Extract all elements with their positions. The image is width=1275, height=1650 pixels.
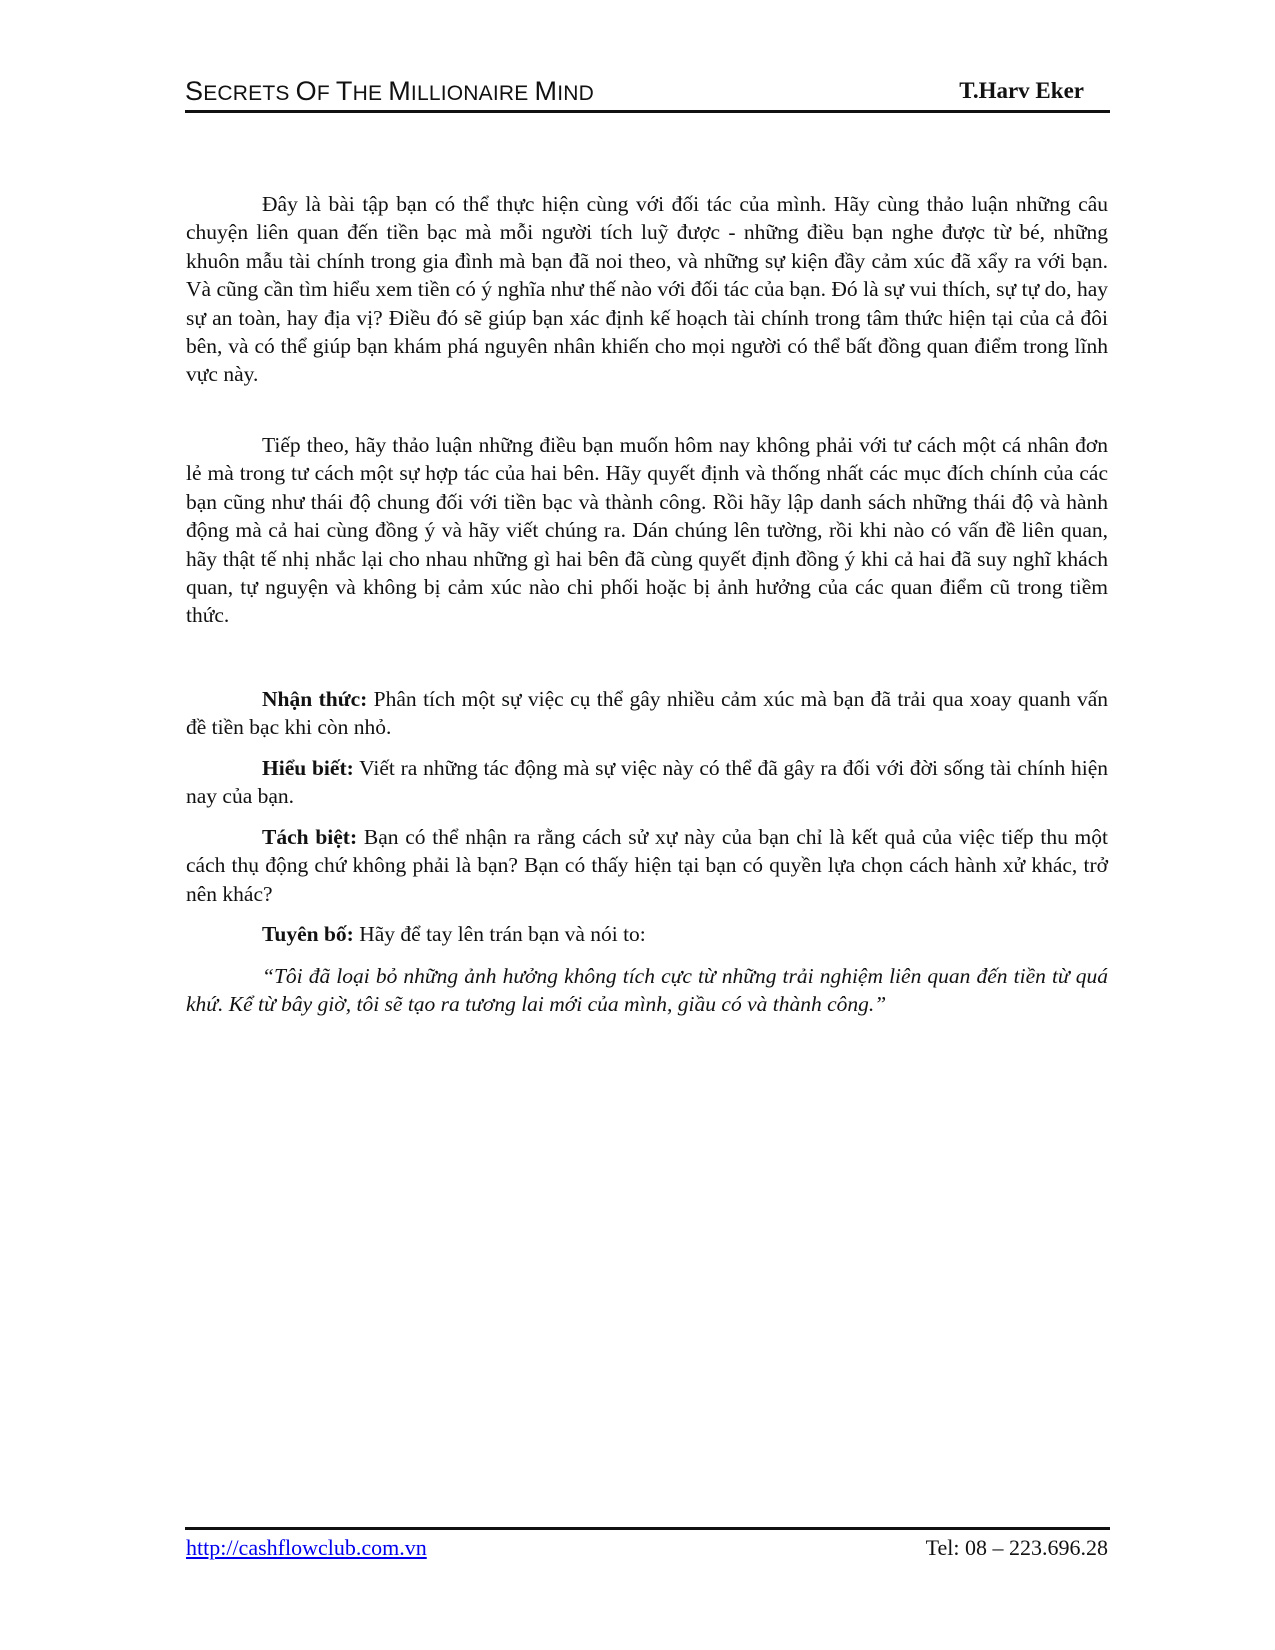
author-name: T.Harv Eker: [959, 78, 1084, 103]
disassociation-text: Bạn có thể nhận ra rằng cách sử xự này của bạn chỉ là kết quả của việc tiếp thu một cách thụ động chứ không phải là bạn? Bạn có thấy hiện tại bạn có quyền lựa chọn cách hành xử khác, trở nên khác?: [186, 825, 1108, 906]
page-header: [185, 76, 1110, 113]
website-link[interactable]: http://cashflowclub.com.vn: [186, 1535, 427, 1560]
declaration-quote: “Tôi đã loại bỏ những ảnh hưởng không tích cực từ những trải nghiệm liên quan đến tiền từ quá khứ. Kể từ bây giờ, tôi sẽ tạo ra tương lai mới của mình, giầu có và thành công.”: [186, 964, 1108, 1017]
title-cap: M: [388, 76, 411, 106]
title-cap: M: [534, 76, 558, 106]
paragraph-declaration: [186, 920, 1108, 948]
book-title: [185, 76, 594, 107]
title-rest: F: [316, 82, 336, 105]
declaration-label: Tuyên bố:: [262, 922, 354, 946]
title-rest: ECRETS: [203, 82, 296, 105]
awareness-text: Phân tích một sự việc cụ thể gây nhiều cảm xúc mà bạn đã trải qua xoay quanh vấn đề tiền bạc khi còn nhỏ.: [186, 687, 1108, 740]
understanding-text: Viết ra những tác động mà sự việc này có thể đã gây ra đối với đời sống tài chính hiện nay của bạn.: [186, 756, 1108, 809]
footer-rule: [185, 1527, 1110, 1532]
awareness-label: Nhận thức:: [262, 687, 368, 711]
title-cap: T: [335, 76, 353, 106]
title-rest: IND: [557, 82, 594, 105]
title-rest: ILLIONAIRE: [410, 82, 535, 105]
understanding-label: Hiểu biết:: [262, 756, 354, 780]
title-cap: S: [185, 76, 204, 106]
title-rest: HE: [352, 82, 389, 105]
paragraph-next-steps: Tiếp theo, hãy thảo luận những điều bạn muốn hôm nay không phải với tư cách một cá nhân đơn lẻ mà trong tư cách một sự hợp tác của hai bên. Hãy quyết định và thống nhất các mục đích chính của các bạn cũng như thái độ chung đối với tiền bạc và thành công. Rồi hãy lập danh sách những thái độ và hành động mà cả hai cùng đồng ý và hãy viết chúng ra. Dán chúng lên tường, rồi khi nào có vấn đề liên quan, hãy thật tế nhị nhắc lại cho nhau những gì hai bên đã cùng quyết định đồng ý khi cả hai đã suy nghĩ khách quan, tự nguyện và không bị cảm xúc nào chi phối hoặc bị ảnh hưởng của các quan điểm cũ trong tiềm thức.: [186, 433, 1108, 628]
title-cap: O: [295, 76, 317, 106]
paragraph-discussion: Đây là bài tập bạn có thể thực hiện cùng với đối tác của mình. Hãy cùng thảo luận những câu chuyện liên quan đến tiền bạc mà mỗi người tích luỹ được - những điều bạn nghe được từ bé, những khuôn mẫu tài chính trong gia đình mà bạn đã noi theo, và những sự kiện đầy cảm xúc đã xẩy ra với bạn. Và cũng cần tìm hiểu xem tiền có ý nghĩa như thế nào với đối tác của bạn. Đó là sự vui thích, sự tự do, hay sự an toàn, hay địa vị? Điều đó sẽ giúp bạn xác định kế hoạch tài chính trong tâm thức hiện tại của cả đôi bên, và có thể giúp bạn khám phá nguyên nhân khiến cho mọi người có thể bất đồng quan điểm trong lĩnh vực này.: [186, 192, 1108, 387]
paragraph-disassociation: [186, 823, 1108, 908]
disassociation-label: Tách biệt:: [262, 825, 358, 849]
paragraph-awareness: [186, 685, 1108, 742]
declaration-text: Hãy để tay lên trán bạn và nói to:: [353, 922, 646, 946]
phone-number: Tel: 08 – 223.696.28: [925, 1535, 1108, 1560]
paragraph-understanding: [186, 754, 1108, 811]
